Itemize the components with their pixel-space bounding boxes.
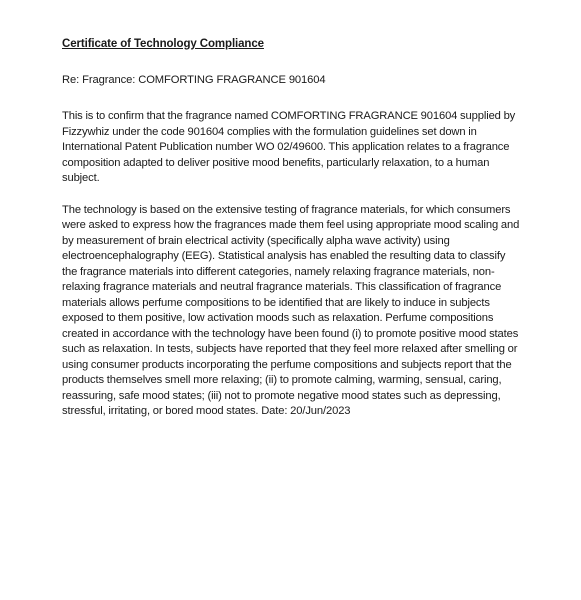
certificate-document [62, 36, 520, 436]
confirmation-paragraph: This is to confirm that the fragrance named COMFORTING FRAGRANCE 901604 supplied by Fizzywhiz under the code 901604 complies with the formulation guidelines set down in International Patent Publication number WO 02/49600. This application relates to a fragrance composition adapted to deliver positive mood benefits, particularly relaxation, to a human subject. [62, 110, 516, 184]
fragrance-reference-line: Re: Fragrance: COMFORTING FRAGRANCE 901604 [62, 74, 326, 86]
technology-paragraph: The technology is based on the extensive testing of fragrance materials, for which consumers were asked to express how the fragrances made them feel using appropriate mood scaling and by measurement of brain electrical activity (specifically alpha wave activity) using electroencephalography (EEG). Statistical analysis has enabled the resulting data to classify the fragrance materials into different categories, namely relaxing fragrance materials, non-relaxing fragrance materials and neutral fragrance materials. This classification of fragrance materials allows perfume compositions to be identified that are likely to induce in subjects exposed to them positive, low activation moods such as relaxation. Perfume compositions created in accordance with the technology have been found (i) to promote positive mood states such as relaxation. In tests, subjects have reported that they feel more relaxed after smelling or using consumer products incorporating the perfume compositions and subjects report that the products themselves smell more relaxing; (ii) to promote calming, warming, sensual, caring, reassuring, safe mood states; (iii) not to promote negative mood states such as depressing, stressful, irritating, or bored mood states. Date: 20/Jun/2023 [62, 203, 520, 417]
certificate-title: Certificate of Technology Compliance [62, 38, 264, 50]
